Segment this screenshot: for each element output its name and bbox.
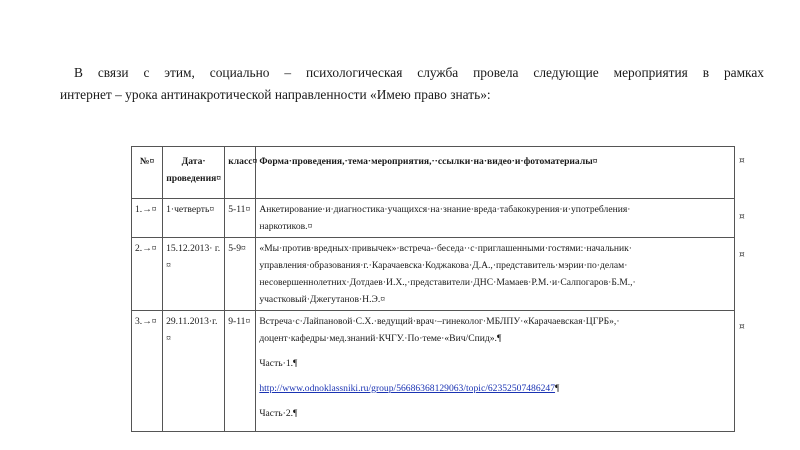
row-description xyxy=(256,311,735,432)
description-line: участковый·Джегутанов·Н.Э.¤ xyxy=(259,294,386,305)
intro-line-2: интернет – урока антинакротической направленности «Имею право знать»: xyxy=(60,87,491,102)
description-line: Встреча·с·Лайпановой·С.Х.·ведущий·врач·–гинеколог·МБЛПУ·«Карачаевская·ЦГРБ»,· xyxy=(259,316,620,327)
row-date: 29.11.2013·г.¤ xyxy=(163,311,225,432)
header-form: Форма·проведения,·тема·мероприятия,··ссылки·на·видео·и·фотоматериалы¤ xyxy=(256,147,735,199)
header-date: Дата· проведения¤ xyxy=(163,147,225,199)
row-class: 9-11¤ xyxy=(225,311,256,432)
paragraph-mark: ¶ xyxy=(555,383,560,394)
table-row xyxy=(132,311,735,432)
row-end-mark: ¤ xyxy=(739,250,745,260)
row-description xyxy=(256,238,735,311)
row-description xyxy=(256,199,735,238)
description-line: доцент·кафедры·мед.знаний·КЧГУ.·По·теме·«Вич/Спид».¶ xyxy=(259,333,502,344)
row-num: 3.→¤ xyxy=(132,311,163,432)
description-line: «Мы·против·вредных·привычек»·встреча-·беседа··с·приглашенными·гостями:·начальник· xyxy=(259,243,633,254)
row-class: 5-11¤ xyxy=(225,199,256,238)
video-link[interactable]: http://www.odnoklassniki.ru/group/56686368129063/topic/62352507486247 xyxy=(259,383,556,394)
table-row xyxy=(132,199,735,238)
description-line: управления·образования·г.·Карачаевска·Коджакова·Д.А.,·представитель·мэрии·по·делам· xyxy=(259,260,628,271)
row-num: 2.→¤ xyxy=(132,238,163,311)
header-num: №¤ xyxy=(132,147,163,199)
row-class: 5-9¤ xyxy=(225,238,256,311)
part-2-label: Часть·2.¶ xyxy=(259,408,298,419)
header-class: класс¤ xyxy=(225,147,256,199)
table-row xyxy=(132,238,735,311)
intro-paragraph xyxy=(60,62,764,106)
row-date: 15.12.2013· г.¤ xyxy=(163,238,225,311)
row-num: 1.→¤ xyxy=(132,199,163,238)
row-end-mark: ¤ xyxy=(739,156,745,166)
part-1-label: Часть·1.¶ xyxy=(259,358,298,369)
row-end-mark: ¤ xyxy=(739,322,745,332)
events-table xyxy=(131,146,735,432)
row-end-mark: ¤ xyxy=(739,212,745,222)
description-line: наркотиков.¤ xyxy=(259,221,313,232)
table-header-row xyxy=(132,147,735,199)
description-line: Анкетирование·и·диагностика·учащихся·на·знание·вреда·табакокурения·и·употребления· xyxy=(259,204,631,215)
intro-line-1: В связи с этим, социально – психологическая служба провела следующие мероприятия в рамках xyxy=(74,65,764,80)
row-date: 1·четверть¤ xyxy=(163,199,225,238)
description-line: несовершеннолетних·Дотдаев·И.Х.,·представители·ДНС·Мамаев·Р.М.·и·Салпогаров·Б.М.,· xyxy=(259,277,636,288)
